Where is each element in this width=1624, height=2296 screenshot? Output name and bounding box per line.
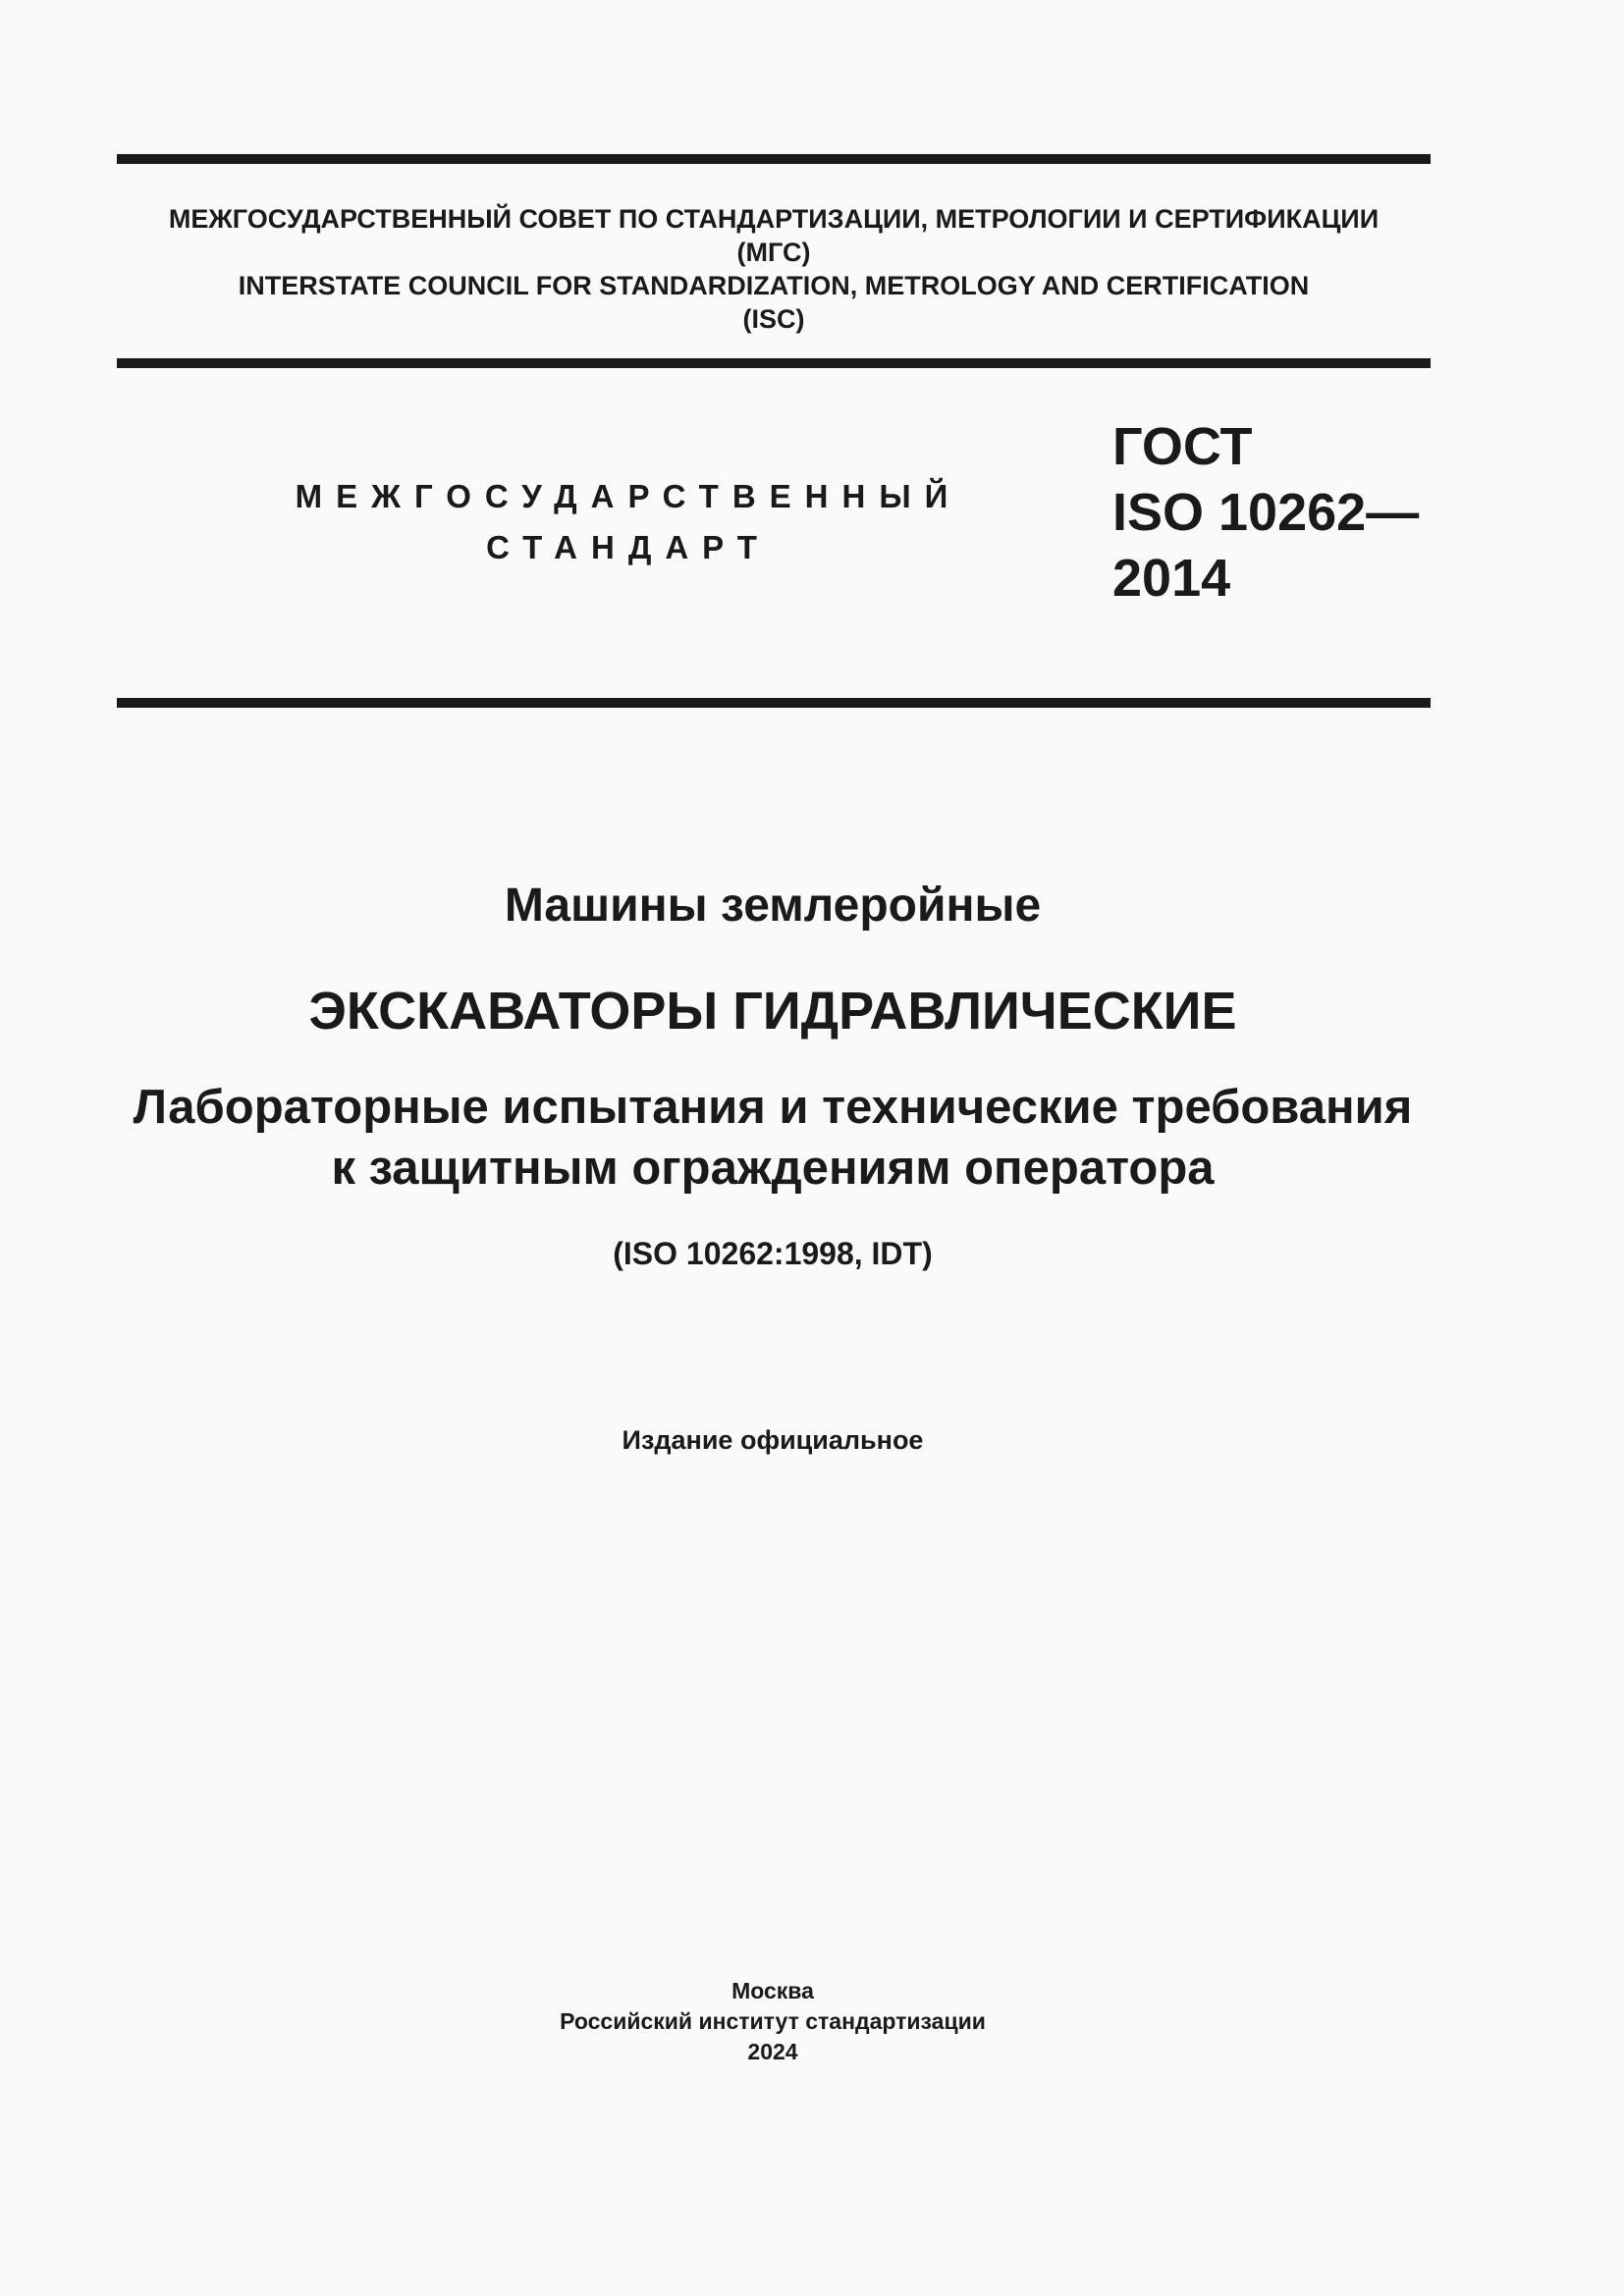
edition-note-text: Издание официальное (622, 1425, 924, 1455)
designation-rule (117, 698, 1431, 708)
council-name-ru: МЕЖГОСУДАРСТВЕННЫЙ СОВЕТ ПО СТАНДАРТИЗАЦИИ, МЕТРОЛОГИИ И СЕРТИФИКАЦИИ (168, 204, 1380, 234)
imprint-city: Москва (731, 1978, 814, 2003)
standard-designation (1112, 414, 1419, 612)
council-name-en: INTERSTATE COUNCIL FOR STANDARDIZATION, METROLOGY AND CERTIFICATION (238, 271, 1310, 300)
council-header (117, 202, 1431, 336)
standard-kind (295, 471, 962, 573)
designation-line3: 2014 (1112, 549, 1231, 608)
top-rule (117, 154, 1431, 164)
title-subtitle (59, 1077, 1487, 1199)
standard-kind-line1: МЕЖГОСУДАРСТВЕННЫЙ (295, 478, 962, 514)
title-group-text: Машины землеройные (504, 880, 1042, 932)
title-subtitle-line1: Лабораторные испытания и технические требования (133, 1081, 1413, 1134)
council-abbr-ru: (МГС) (736, 238, 811, 267)
iso-reference-text: (ISO 10262:1998, IDT) (613, 1236, 933, 1271)
council-abbr-en: (ISC) (742, 304, 805, 334)
imprint (59, 1976, 1487, 2067)
imprint-year: 2024 (747, 2039, 798, 2064)
title-group (59, 877, 1487, 935)
designation-line1: ГОСТ (1112, 417, 1253, 476)
title-main-text: ЭКСКАВАТОРЫ ГИДРАВЛИЧЕСКИЕ (308, 982, 1237, 1041)
edition-note (59, 1423, 1487, 1457)
imprint-publisher: Российский институт стандартизации (560, 2008, 986, 2034)
designation-line2: ISO 10262— (1112, 483, 1420, 542)
title-main (59, 980, 1487, 1042)
header-rule (117, 358, 1431, 368)
title-subtitle-line2: к защитным ограждениям оператора (331, 1142, 1215, 1195)
iso-reference (59, 1234, 1487, 1273)
standard-kind-line2: СТАНДАРТ (486, 529, 771, 565)
